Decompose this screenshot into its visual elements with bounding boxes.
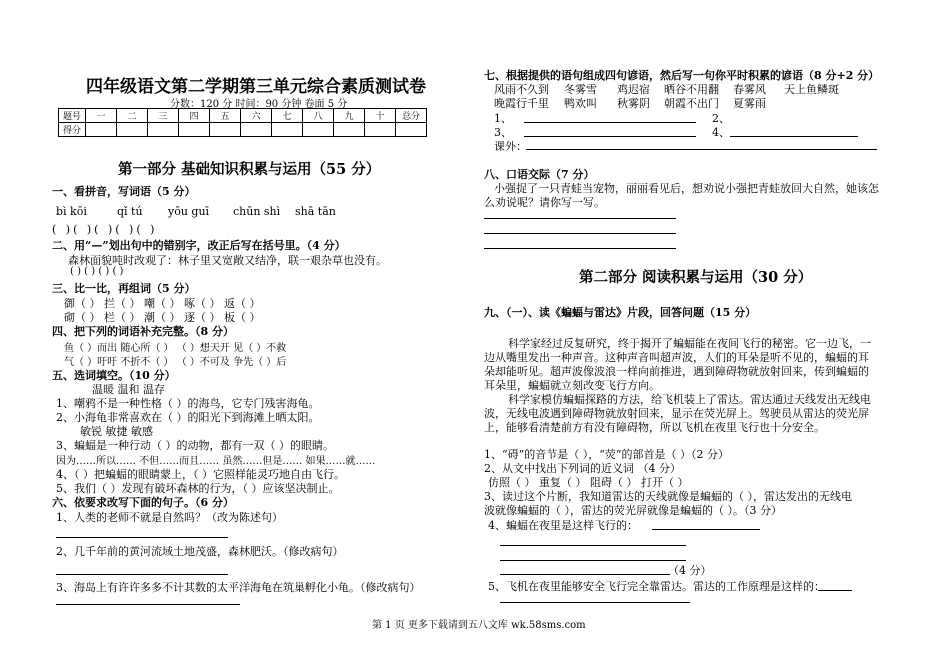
q9-answer-line-4c[interactable] <box>500 560 686 561</box>
q7-phrase: 春雾风 <box>733 83 766 96</box>
q1-pinyin-2: qǐ tú <box>117 205 143 218</box>
score-cell: 三 <box>148 109 179 123</box>
score-cell: 总分 <box>396 109 427 123</box>
q5-title: 五、选词填空。（10 分） <box>52 369 176 382</box>
q5-word-choices-2: 敏锐 敏捷 敏感 <box>80 425 153 438</box>
q9-question-2-blanks[interactable]: 仿照（ ） 重复（ ） 阻碍（ ） 打开（ ） <box>488 476 689 489</box>
score-cell: 一 <box>86 109 117 123</box>
score-cell[interactable] <box>334 123 365 137</box>
q5-line5[interactable]: 5、我们（ ）发现有破坏森林的行为，（ ）应该坚决制止。 <box>56 482 340 495</box>
score-cell: 题号 <box>59 109 86 123</box>
q6-line1: 1、人类的老师不就是自然吗？（改为陈述句） <box>56 511 283 524</box>
q3-row1[interactable]: 御（ ） 拦（ ） 嘲（ ） 啄（ ） 返（ ） <box>64 297 261 310</box>
q1-pinyin-4: chūn shì <box>233 205 281 218</box>
q9-question-4: 4、蝙蝠在夜里是这样飞行的： <box>488 519 638 532</box>
passage-line: 朵却能听见。超声波像波浪一样向前推进，遇到障碍物就放射回来，传到蝙蝠的 <box>484 365 869 378</box>
score-cell: 二 <box>117 109 148 123</box>
q9-question-4-score: （4 分） <box>668 564 712 577</box>
score-cell: 九 <box>334 109 365 123</box>
score-cell[interactable] <box>179 123 210 137</box>
q7-phrase: 鸡迟宿 <box>617 83 650 96</box>
q7-extra-answer-line[interactable] <box>526 149 877 150</box>
q5-line4[interactable]: 4、（ ）把蝙蝠的眼睛蒙上，（ ）它照样能灵巧地自由飞行。 <box>56 468 345 481</box>
q3-row2[interactable]: 砌（ ） 栏（ ） 潮（ ） 逐（ ） 板（ ） <box>64 311 261 324</box>
q2-answer-brackets[interactable]: ( ) ( ) ( ) ( ) <box>70 266 124 277</box>
q7-phrase: 秋雾阴 <box>617 97 650 110</box>
q8-text-1: 小强捉了一只青蛙当宠物，丽丽看见后，想劝说小强把青蛙放回大自然，她该怎 <box>494 182 879 195</box>
q7-answer-line-4[interactable] <box>730 136 858 137</box>
q3-title: 三、比一比，再组词（5 分） <box>52 282 196 295</box>
q4-row1[interactable]: 鱼（ ）而出 随心所（ ） （ ）想天开 见（ ）不救 <box>64 343 287 354</box>
score-cell[interactable] <box>272 123 303 137</box>
q8-answer-line-1[interactable] <box>484 218 676 219</box>
q9-answer-line-4b[interactable] <box>500 545 686 546</box>
q9-question-2: 2、从文中找出下列词的近义词 （4 分） <box>484 462 681 475</box>
q7-answer-label-4: 4、 <box>712 126 730 139</box>
page-footer: 第 1 页 更多下载请到五八文库 wk.58sms.com <box>372 620 586 631</box>
q7-phrase: 晚霞行千里 <box>494 97 549 110</box>
q2-sentence: 森林面貌吨时改观了：林子里又宽敞又结净，联一艰杂草也没有。 <box>68 254 387 267</box>
score-cell[interactable] <box>86 123 117 137</box>
q7-phrase: 鸭欢叫 <box>564 97 597 110</box>
q8-title: 八、口语交际（7 分） <box>484 168 595 181</box>
q7-answer-line-3[interactable] <box>524 136 696 137</box>
score-cell[interactable] <box>365 123 396 137</box>
q7-answer-label-1: 1、 <box>494 112 512 125</box>
q2-title: 二、用“—”划出句中的错别字，改正后写在括号里。（4 分） <box>52 239 346 252</box>
q6-answer-line-2[interactable] <box>56 574 228 575</box>
q6-answer-line-3[interactable] <box>56 604 240 605</box>
q8-answer-line-3[interactable] <box>484 248 676 249</box>
q1-title: 一、看拼音，写词语（5 分） <box>52 185 196 198</box>
q1-answer-brackets[interactable]: ( )( )( )( )( ) <box>52 223 158 236</box>
score-value-row <box>59 123 427 137</box>
q9-question-3a[interactable]: 3、读过这个片断，我知道雷达的天线就像是蝙蝠的（ ），雷达发出的无线电 <box>484 490 852 503</box>
score-cell: 七 <box>272 109 303 123</box>
q7-phrase: 风雨不久到 <box>494 83 549 96</box>
q5-line1[interactable]: 1、嘲鸦不是一种性格（ ）的海鸟，它专门残害海龟。 <box>56 397 320 410</box>
passage-line: 耳朵里，蝙蝠就立刻改变飞行方向。 <box>484 379 660 392</box>
q4-row2[interactable]: 气（ ）吁吁 不折不（ ） （ ）不可及 争先（ ）后 <box>64 357 287 368</box>
passage-line: 科学家经过反复研究，终于揭开了蝙蝠能在夜间飞行的秘密。它一边飞，一 <box>508 337 871 350</box>
q9-answer-line-4a[interactable] <box>652 529 760 530</box>
score-cell[interactable] <box>117 123 148 137</box>
score-cell[interactable] <box>148 123 179 137</box>
passage-line: 波，无线电波遇到障碍物就放射回来，显示在荧光屏上。驾驶员从雷达的荧光屏 <box>484 407 869 420</box>
passage-line: 科学家模仿蝙蝠探路的方法，给飞机装上了雷达。雷达通过天线发出无线电 <box>508 393 871 406</box>
score-cell: 八 <box>303 109 334 123</box>
q7-phrase: 夏雾雨 <box>733 97 766 110</box>
score-cell[interactable] <box>396 123 427 137</box>
q7-extra-label: 课外： <box>494 140 527 153</box>
score-table <box>58 108 427 137</box>
score-cell: 十 <box>365 109 396 123</box>
score-cell[interactable] <box>210 123 241 137</box>
q5-word-choices-1: 温暖 温和 温存 <box>92 383 165 396</box>
q1-pinyin-3: yōu guī <box>168 205 210 218</box>
q7-phrase: 朝霞不出门 <box>664 97 719 110</box>
score-cell: 四 <box>179 109 210 123</box>
page-title: 四年级语文第二学期第三单元综合素质测试卷 <box>86 77 426 97</box>
exam-info: 分数：120 分 时间：90 分钟 卷面 5 分 <box>170 99 348 110</box>
q6-line2: 2、几千年前的黄河流域土地茂盛，森林肥沃。（修改病句） <box>56 545 344 558</box>
score-cell: 六 <box>241 109 272 123</box>
q7-phrase: 天上鱼鳞斑 <box>784 83 839 96</box>
q9-question-5: 5、飞机在夜里能够安全飞行完全靠雷达。雷达的工作原理是这样的： <box>488 580 825 593</box>
q9-answer-line-5a[interactable] <box>818 590 852 591</box>
q1-pinyin-5: shā tān <box>295 205 336 218</box>
score-cell: 五 <box>210 109 241 123</box>
q7-phrase: 晒谷不用翻 <box>664 83 719 96</box>
score-header-row <box>59 109 427 123</box>
q9-answer-line-5b[interactable] <box>500 602 690 603</box>
q8-text-2: 么劝说呢？请你写一写。 <box>484 196 605 209</box>
q5-conjunctions: 因为……所以…… 不但……而且…… 虽然……但是…… 如果……就…… <box>56 456 376 467</box>
q9-question-1[interactable]: 1、“碍”的音节是（ ），“荧”的部首是（ ）（2 分） <box>484 448 729 461</box>
score-cell[interactable] <box>241 123 272 137</box>
score-cell: 得分 <box>59 123 86 137</box>
q6-answer-line-1[interactable] <box>56 537 228 538</box>
q9-answer-line-4d[interactable] <box>500 574 670 575</box>
q4-title: 四、把下列的词语补充完整。（8 分） <box>52 325 234 338</box>
q1-pinyin-1: bì kōi <box>56 205 87 218</box>
q6-line3: 3、海岛上有许许多多不计其数的太平洋海龟在筑巢孵化小龟。（修改病句） <box>56 581 421 594</box>
score-cell[interactable] <box>303 123 334 137</box>
q5-line3[interactable]: 3、蝙蝠是一种行动（ ）的动物，都有一双（ ）的眼睛。 <box>56 439 334 452</box>
q7-answer-label-2: 2、 <box>712 112 730 125</box>
part2-title: 第二部分 阅读积累与运用（30 分） <box>579 269 813 286</box>
q8-answer-line-2[interactable] <box>484 233 676 234</box>
part1-title: 第一部分 基础知识积累与运用（55 分） <box>118 161 381 178</box>
q9-question-3b[interactable]: 波就像蝙蝠的（ ），雷达的荧光屏就像是蝙蝠的（ ）。（3 分） <box>484 504 782 517</box>
q7-answer-label-3: 3、 <box>494 126 512 139</box>
q7-title: 七、根据提供的语句组成四句谚语，然后写一句你平时积累的谚语（8 分+2 分） <box>484 69 880 82</box>
passage-line: 上，能够看清楚前方有没有障碍物，所以飞机在夜里飞行也十分安全。 <box>484 421 825 434</box>
q6-title: 六、依要求改写下面的句子。（6 分） <box>52 496 234 509</box>
q9-title: 九、（一）、读《蝙蝠与雷达》片段，回答问题（15 分） <box>484 306 757 319</box>
q5-line2[interactable]: 2、小海龟非常喜欢在（ ）的阳光下到海滩上晒太阳。 <box>56 411 320 424</box>
passage-line: 边从嘴里发出一种声音。这种声音叫超声波，人们的耳朵是听不见的，蝙蝠的耳 <box>484 351 869 364</box>
q7-answer-line-1[interactable] <box>524 122 696 123</box>
q7-phrase: 冬雾雪 <box>564 83 597 96</box>
